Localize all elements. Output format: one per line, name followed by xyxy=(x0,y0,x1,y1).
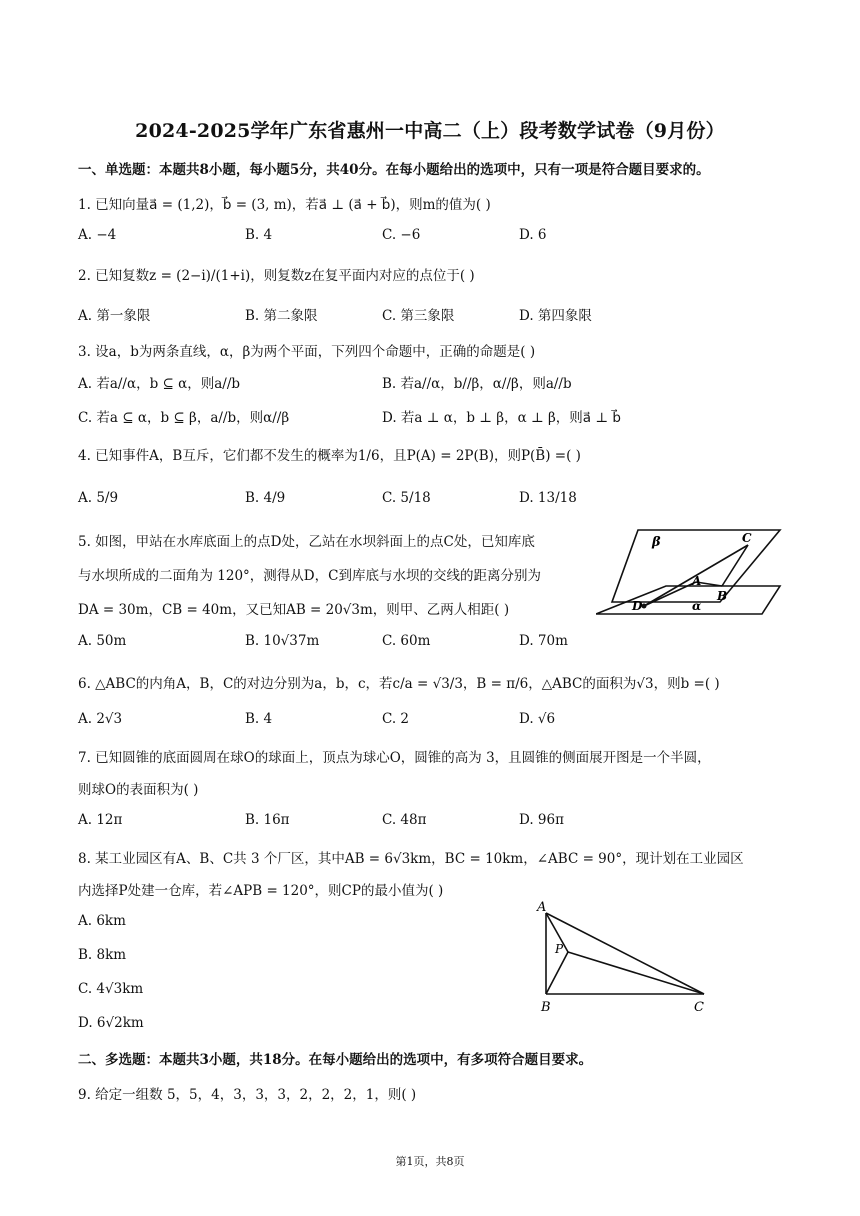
question-2-option-a: A. 第一象限 xyxy=(78,308,151,324)
question-2-stem: 2. 已知复数z = (2−i)/(1+i)，则复数z在复平面内对应的点位于( ) xyxy=(78,268,475,284)
question-1-option-b: B. 4 xyxy=(245,227,273,243)
question-8-option-a: A. 6km xyxy=(78,913,126,929)
question-3-option-a: A. 若a//α，b ⊆ α，则a//b xyxy=(78,376,241,392)
label-c: C xyxy=(742,531,752,545)
triangle-abc-figure xyxy=(532,896,718,1018)
label-alpha: α xyxy=(692,599,702,613)
question-5-stem-line-2: 与水坝所成的二面角为 120°，测得从D，C到库底与水坝的交线的距离分别为 xyxy=(78,568,541,584)
question-5-stem-line-1: 5. 如图，甲站在水库底面上的点D处，乙站在水坝斜面上的点C处，已知库底 xyxy=(78,534,535,550)
question-8-option-b: B. 8km xyxy=(78,947,127,963)
label-d: D xyxy=(632,599,643,613)
question-1-option-d: D. 6 xyxy=(519,227,547,243)
label-a: A xyxy=(692,574,702,588)
question-5-option-c: C. 60m xyxy=(382,633,431,649)
question-6-stem: 6. △ABC的内角A，B，C的对边分别为a，b，c，若c/a = √3/3，B = π/6，△ABC的面积为√3，则b =( ) xyxy=(78,676,720,692)
question-9-stem: 9. 给定一组数 5，5，4，3，3，3，2，2，2，1，则( ) xyxy=(78,1087,417,1103)
question-8-option-d: D. 6√2km xyxy=(78,1015,144,1031)
label-p: P xyxy=(555,942,564,956)
question-7-option-d: D. 96π xyxy=(519,812,564,828)
question-3-option-b: B. 若a//α，b//β，α//β，则a//b xyxy=(382,376,572,392)
question-4-option-b: B. 4/9 xyxy=(245,490,286,506)
question-8-stem-line-2: 内选择P处建一仓库，若∠APB = 120°，则CP的最小值为( ) xyxy=(78,883,444,899)
question-2-option-b: B. 第二象限 xyxy=(245,308,318,324)
question-4-option-a: A. 5/9 xyxy=(78,490,119,506)
question-6-option-b: B. 4 xyxy=(245,711,273,727)
question-3-stem: 3. 设a，b为两条直线，α，β为两个平面，下列四个命题中，正确的命题是( ) xyxy=(78,344,536,360)
section-heading-single-choice: 一、单选题：本题共8小题，每小题5分，共40分。在每小题给出的选项中，只有一项是符合题目要求的。 xyxy=(78,162,710,178)
question-7-stem-line-2: 则球O的表面积为( ) xyxy=(78,782,199,798)
question-6-option-c: C. 2 xyxy=(382,711,410,727)
question-7-stem-line-1: 7. 已知圆锥的底面圆周在球O的球面上，顶点为球心O，圆锥的高为 3，且圆锥的侧面展开图是一个半圆， xyxy=(78,750,711,766)
dihedral-angle-figure xyxy=(596,524,788,618)
question-7-option-b: B. 16π xyxy=(245,812,290,828)
question-3-option-d: D. 若a ⊥ α，b ⊥ β，α ⊥ β，则a⃗ ⊥ b⃗ xyxy=(382,410,621,426)
question-2-option-c: C. 第三象限 xyxy=(382,308,455,324)
question-4-stem: 4. 已知事件A，B互斥，它们都不发生的概率为1/6，且P(A) = 2P(B)，则P(B̄) =( ) xyxy=(78,448,581,464)
question-5-option-a: A. 50m xyxy=(78,633,127,649)
label-c: C xyxy=(694,1000,704,1015)
question-6-option-a: A. 2√3 xyxy=(78,711,123,727)
question-4-option-c: C. 5/18 xyxy=(382,490,431,506)
section-heading-multiple-choice: 二、多选题：本题共3小题，共18分。在每小题给出的选项中，有多项符合题目要求。 xyxy=(78,1052,593,1068)
question-6-option-d: D. √6 xyxy=(519,711,556,727)
question-8-stem-line-1: 8. 某工业园区有A、B、C共 3 个厂区，其中AB = 6√3km，BC = 10km，∠ABC = 90°，现计划在工业园区 xyxy=(78,851,744,867)
question-7-option-a: A. 12π xyxy=(78,812,123,828)
question-5-option-b: B. 10√37m xyxy=(245,633,320,649)
question-2-option-d: D. 第四象限 xyxy=(519,308,592,324)
question-3-option-c: C. 若a ⊆ α，b ⊆ β，a//b，则α//β xyxy=(78,410,290,426)
label-b: B xyxy=(541,1000,551,1015)
question-4-option-d: D. 13/18 xyxy=(519,490,577,506)
question-5-option-d: D. 70m xyxy=(519,633,568,649)
question-7-option-c: C. 48π xyxy=(382,812,427,828)
label-b: B xyxy=(717,589,728,603)
question-1-option-a: A. −4 xyxy=(78,227,117,243)
question-5-stem-line-3: DA = 30m，CB = 40m，又已知AB = 20√3m，则甲、乙两人相距( ) xyxy=(78,602,510,618)
question-1-option-c: C. −6 xyxy=(382,227,421,243)
label-beta: β xyxy=(652,535,661,550)
label-a: A xyxy=(537,900,547,915)
page-footer: 第1页，共8页 xyxy=(395,1155,465,1168)
page-title: 2024-2025学年广东省惠州一中高二（上）段考数学试卷（9月份） xyxy=(135,120,725,142)
question-8-option-c: C. 4√3km xyxy=(78,981,144,997)
question-1-stem: 1. 已知向量a⃗ = (1,2)，b⃗ = (3, m)，若a⃗ ⊥ (a⃗ + b⃗)，则m的值为( ) xyxy=(78,197,491,213)
